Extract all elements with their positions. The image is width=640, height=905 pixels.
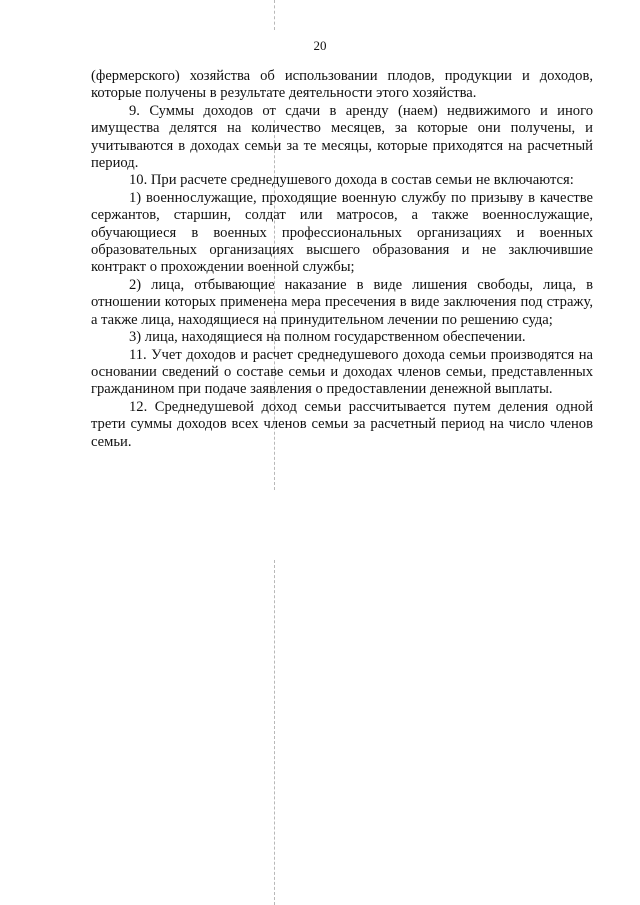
page-number: 20 (313, 38, 327, 53)
paragraph-item-9: 9. Суммы доходов от сдачи в аренду (наем) недвижимого и иного имущества делятся на количество месяцев, за которые они получены, и учитываются в доходах семьи за те месяцы, которые приходятся на расчетный период. (91, 102, 593, 172)
document-body (91, 68, 593, 451)
scan-fold-line-top (274, 0, 275, 30)
paragraph-item-12: 12. Среднедушевой доход семьи рассчитывается путем деления одной трети суммы доходов всех членов семьи за расчетный период на число членов семьи. (91, 398, 593, 450)
paragraph-item-10: 10. При расчете среднедушевого дохода в состав семьи не включаются: (129, 172, 574, 189)
paragraph-item-11: 11. Учет доходов и расчет среднедушевого дохода семьи производятся на основании сведений о составе семьи и доходах членов семьи, представленных гражданином при подаче заявления о предоставлении денежной выплаты. (91, 346, 593, 398)
paragraph-subitem-2: 2) лица, отбывающие наказание в виде лишения свободы, лица, в отношении которых применена мера пресечения в виде заключения под стражу, а также лица, находящиеся на принудительном лечении по решению суда; (91, 276, 593, 328)
scan-fold-line-bottom (274, 560, 275, 905)
paragraph-continuation: (фермерского) хозяйства об использовании плодов, продукции и доходов, которые получены в результате деятельности этого хозяйства. (91, 68, 593, 102)
paragraph-subitem-3: 3) лица, находящиеся на полном государственном обеспечении. (129, 329, 526, 346)
paragraph-subitem-1: 1) военнослужащие, проходящие военную службу по призыву в качестве сержантов, старшин, солдат или матросов, а также военнослужащие, обучающиеся в военных профессиональных организациях и военных образовательных организациях высшего образования и не заключившие контракт о прохождении военной службы; (91, 189, 593, 276)
